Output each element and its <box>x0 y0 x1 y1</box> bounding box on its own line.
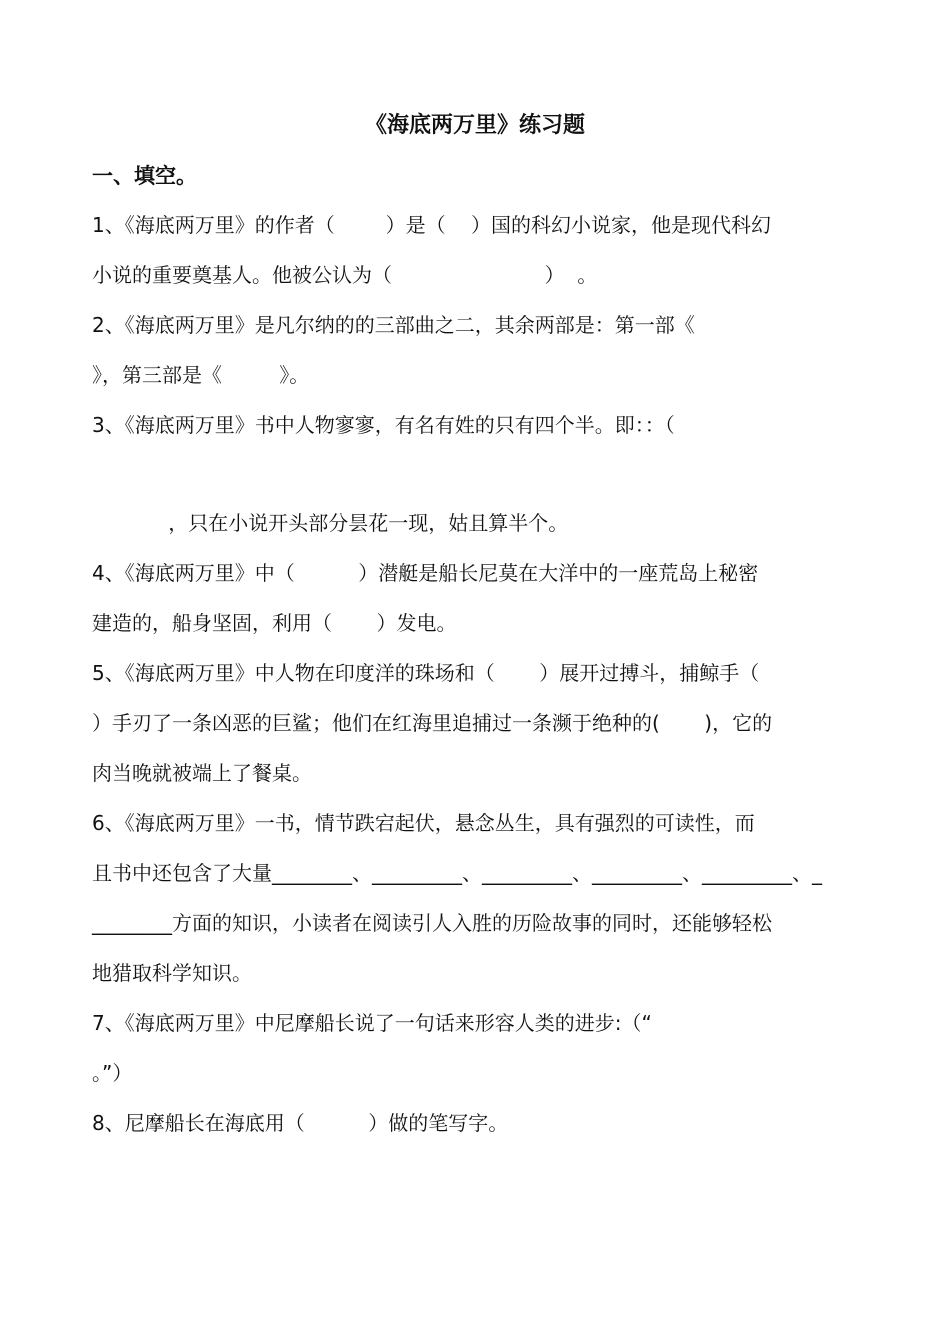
question-3-line-2: ，只在小说开头部分昙花一现，姑且算半个。 <box>92 511 569 535</box>
question-5-line-2: ）手刃了一条凶恶的巨鲨；他们在红海里追捕过一条濒于绝种的( )，它的 <box>92 711 773 735</box>
question-1-line-2: 小说的重要奠基人。他被公认为（ ） 。 <box>92 263 598 287</box>
question-7-line-1: 7、《海底两万里》中尼摩船长说了一句话来形容人类的进步:（“ <box>92 1011 652 1035</box>
page-title: 《海底两万里》练习题 <box>364 113 585 138</box>
section-heading: 一、填空。 <box>92 164 197 188</box>
question-5-line-1: 5、《海底两万里》中人物在印度洋的珠场和（ ）展开过搏斗，捕鲸手（ <box>92 661 760 685</box>
question-1-line-1: 1、《海底两万里》的作者（ ）是（ ）国的科幻小说家，他是现代科幻 <box>92 213 772 237</box>
question-2-line-1: 2、《海底两万里》是凡尔纳的的三部曲之二，其余两部是：第一部《 <box>92 313 695 337</box>
question-6-line-4: 地猎取科学知识。 <box>92 961 252 985</box>
question-7-line-2: 。”） <box>92 1061 133 1085</box>
question-6-line-1: 6、《海底两万里》一书，情节跌宕起伏，悬念丛生，具有强烈的可读性，而 <box>92 811 755 835</box>
question-4-line-1: 4、《海底两万里》中（ ）潜艇是船长尼莫在大洋中的一座荒岛上秘密 <box>92 561 759 585</box>
question-2-line-2: 》，第三部是《 》。 <box>92 363 310 387</box>
question-6-line-2: 且书中还包含了大量________、_________、_________、_________、_________、_ <box>92 861 822 885</box>
question-3-line-1: 3、《海底两万里》书中人物寥寥，有名有姓的只有四个半。即：：（ <box>92 413 675 437</box>
question-5-line-3: 肉当晚就被端上了餐桌。 <box>92 761 312 785</box>
question-8-line-1: 8、尼摩船长在海底用（ ）做的笔写字。 <box>92 1111 509 1135</box>
question-4-line-2: 建造的，船身坚固，利用（ ）发电。 <box>92 611 457 635</box>
question-6-line-3: ________方面的知识，小读者在阅读引人入胜的历险故事的同时，还能够轻松 <box>92 911 772 935</box>
